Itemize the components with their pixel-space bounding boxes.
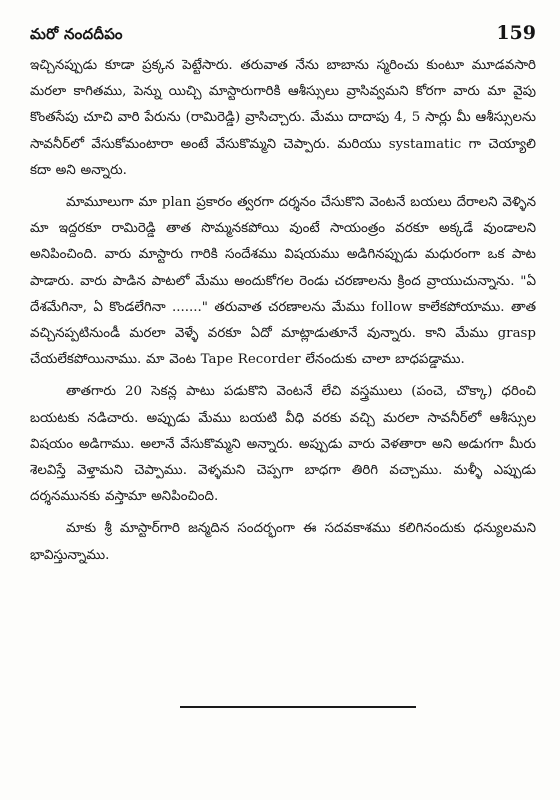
- paragraph-2: మామూలుగా మా plan ప్రకారం త్వరగా దర్శనం చేసుకొని వెంటనే బయలు దేరాలని వెళ్ళిన మా ఇద్దరకూ రామిరెడ్డి తాత సొమ్మనకపోయి వుంటే సాయంత్రం వరకూ అక్కడే వుండాలని అనిపించింది. వారు మాస్టారు గారికి సందేశము విషయము అడిగినప్పుడు మధురంగా ఒక పాట పాడారు. వారు పాడిన పాటలో మేము అందుకోగల రెండు చరణాలను క్రింద వ్రాయుచున్నాను. "ఏ దేశమేగినా, ఏ కొండలేగినా ......." తరువాత చరణాలను మేము follow కాలేకపోయాము. తాత వచ్చినప్పటినుండీ మరలా వెళ్ళే వరకూ ఏదో మాట్లాడుతూనే వున్నారు. కాని మేము grasp చేయలేకపోయినాము. మా వెంట Tape Recorder లేనందుకు చాలా బాధపడ్డాము.: [30, 195, 536, 368]
- paragraph-1: ఇచ్చినప్పుడు కూడా ప్రక్కన పెట్టేసారు. తరువాత నేను బాబాను స్మరించు కుంటూ మూడవసారి మరలా కాగితము, పెన్ను యిచ్చి మాస్టారుగారికి ఆశీస్సులు వ్రాసివ్వమని కోరగా వారు మా వైపు కొంతసేపు చూచి వారి పేరును (రామిరెడ్డి) వ్రాసిచ్చారు. మేము దాదాపు 4, 5 సార్లు మీ ఆశీస్సులను సావనీర్‌లో వేసుకోమంటారా అంటే వేసుకొమ్మని చెప్పారు. మరియు systamatic గా చెయ్యాలి కదా అని అన్నారు.: [30, 58, 536, 178]
- paragraph-4: మాకు శ్రీ మాస్టార్‌గారి జన్మదిన సందర్భంగా ఈ సదవకాశము కలిగినందుకు ధన్యులమని భావిస్తున్నాము.: [30, 521, 536, 563]
- running-title: మరో నందదీపం: [30, 25, 123, 43]
- body-text: [30, 53, 536, 569]
- page-header: [30, 22, 536, 47]
- page-number: 159: [496, 22, 536, 44]
- paragraph-3: తాతగారు 20 సెకన్ల పాటు పడుకొని వెంటనే లేచి వస్త్రములు (పంచె, చొక్కా) ధరించి బయటకు నడిచారు. అప్పుడు మేము బయటి వీధి వరకు వచ్చి మరలా సావనీర్‌లో ఆశీస్సుల విషయం అడిగాము. అలానే వేసుకొమ్మని అన్నారు. అప్పుడు వారు వెళతారా అని అడుగగా మీరు శెలవిస్తే వెళ్తామని చెప్పాము. వెళ్ళమని చెప్పగా బాధగా తిరిగి వచ్చాము. మళ్ళీ ఎప్పుడు దర్శనమునకు వస్తామా అనిపించింది.: [30, 384, 536, 505]
- section-end-rule: [180, 706, 416, 708]
